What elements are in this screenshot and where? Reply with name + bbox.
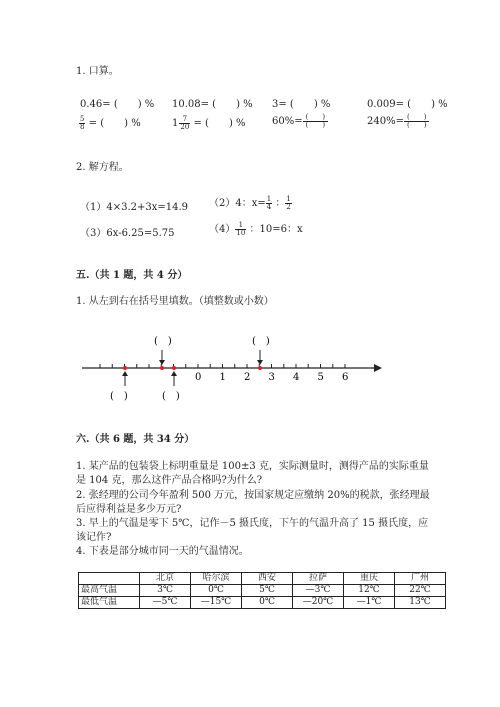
equation-1: （1）4×3.2+3x=14.9 bbox=[80, 202, 189, 213]
table-cell: 北京 bbox=[140, 573, 191, 585]
red-point-1 bbox=[123, 366, 127, 370]
table-cell: —20℃ bbox=[293, 597, 344, 609]
oral-item-8: 240%= $\frac{( )}{( )}$ bbox=[367, 114, 429, 129]
q2-title: 2. 解方程。 bbox=[76, 162, 129, 173]
table-cell: 拉萨 bbox=[293, 573, 344, 585]
blank-bottom-1: ( ) bbox=[110, 391, 128, 402]
table-cell: 西安 bbox=[242, 573, 293, 585]
blank-top-right: ( ) bbox=[252, 336, 270, 347]
table-cell bbox=[79, 573, 140, 585]
blank-top-left: ( ) bbox=[154, 336, 172, 347]
number-line-ticks bbox=[100, 364, 348, 383]
oral-item-7: 60%= $\frac{( )}{( )}$ bbox=[272, 114, 328, 129]
table-cell: 12℃ bbox=[344, 585, 395, 597]
table-row bbox=[79, 573, 446, 585]
tick-label: 6 bbox=[342, 372, 349, 383]
oral-item-2: 10.08= ( ) % bbox=[172, 99, 253, 110]
oral-item-4: 0.009= ( ) % bbox=[367, 99, 448, 110]
section5-q1: 1. 从左到右在括号里填数。（填整数或小数） bbox=[76, 296, 274, 307]
table-cell: 13℃ bbox=[395, 597, 446, 609]
red-point-2 bbox=[160, 366, 164, 370]
table-cell: 22℃ bbox=[395, 585, 446, 597]
table-cell: 0℃ bbox=[191, 585, 242, 597]
blank-fraction: $\frac{( )}{( )}$ bbox=[404, 114, 429, 129]
blank-bottom-2: ( ) bbox=[162, 391, 180, 402]
table-cell: 广州 bbox=[395, 573, 446, 585]
equation-4: （4） $\frac{1}{10}$ ：10=6：x bbox=[209, 221, 303, 237]
arrow-up-1-head bbox=[122, 371, 128, 376]
section6-q1-line2: 是 104 克，那么这件产品合格吗?为什么? bbox=[76, 475, 263, 486]
table-cell: 0℃ bbox=[242, 597, 293, 609]
q1-title: 1. 口算。 bbox=[76, 66, 119, 77]
number-line bbox=[70, 326, 390, 406]
tick-label: 5 bbox=[317, 372, 324, 383]
tick-label: 2 bbox=[244, 372, 251, 383]
table-cell: —1℃ bbox=[344, 597, 395, 609]
section6-q3-line2: 该记作? bbox=[76, 532, 112, 543]
section6-q3-line1: 3. 早上的气温是零下 5℃，记作－5 摄氏度，下午的气温升高了 15 摄氏度，应 bbox=[76, 518, 429, 529]
arrow-down-2-head bbox=[257, 360, 263, 365]
equation-2: （2）4：x= $\frac{1}{4}$ ： $\frac{1}{2}$ bbox=[209, 195, 291, 211]
oral-item-6: 1 $\frac{7}{20}$ = ( ) % bbox=[172, 115, 246, 131]
section5-heading: 五.（共 1 题，共 4 分） bbox=[76, 270, 188, 281]
table-cell: 重庆 bbox=[344, 573, 395, 585]
oral-item-5: $\frac{5}{8}$ = ( ) % bbox=[80, 115, 141, 131]
section6-q1-line1: 1. 某产品的包装袋上标明重量是 100±3 克，实际测量时，测得产品的实际重量 bbox=[76, 461, 429, 472]
section6-q4: 4. 下表是部分城市同一天的气温情况。 bbox=[76, 546, 249, 557]
table-cell: —15℃ bbox=[191, 597, 242, 609]
table-cell: 5℃ bbox=[242, 585, 293, 597]
table-row bbox=[79, 585, 446, 597]
tick-label: 1 bbox=[219, 372, 226, 383]
arrow-up-2-head bbox=[171, 371, 177, 376]
blank-fraction: $\frac{( )}{( )}$ bbox=[303, 114, 328, 129]
number-line-arrow bbox=[374, 364, 382, 372]
section6-heading: 六.（共 6 题，共 34 分） bbox=[76, 434, 195, 445]
tick-label: 3 bbox=[268, 372, 275, 383]
oral-item-1: 0.46= ( ) % bbox=[80, 99, 155, 110]
weather-table bbox=[78, 572, 446, 609]
fraction: $\frac{5}{8}$ bbox=[80, 115, 85, 131]
mixed-number: 1 $\frac{7}{20}$ bbox=[172, 115, 190, 131]
equation-3: （3）6x-6.25=5.75 bbox=[80, 228, 175, 239]
arrow-down-1-head bbox=[159, 360, 165, 365]
table-cell: 3℃ bbox=[140, 585, 191, 597]
section6-q2-line2: 后应得利益是多少万元? bbox=[76, 504, 182, 515]
table-cell: —3℃ bbox=[293, 585, 344, 597]
table-cell: 最高气温 bbox=[79, 585, 140, 597]
table-cell: —5℃ bbox=[140, 597, 191, 609]
table-row bbox=[79, 597, 446, 609]
oral-item-3: 3= ( ) % bbox=[272, 99, 331, 110]
table-cell: 哈尔滨 bbox=[191, 573, 242, 585]
tick-label: 4 bbox=[293, 372, 300, 383]
red-point-3 bbox=[172, 366, 176, 370]
tick-label: 0 bbox=[195, 372, 202, 383]
red-point-4 bbox=[258, 366, 262, 370]
table-cell: 最低气温 bbox=[79, 597, 140, 609]
section6-q2-line1: 2. 张经理的公司今年盈利 500 万元，按国家规定应缴纳 20%的税款，张经理最 bbox=[76, 490, 430, 501]
